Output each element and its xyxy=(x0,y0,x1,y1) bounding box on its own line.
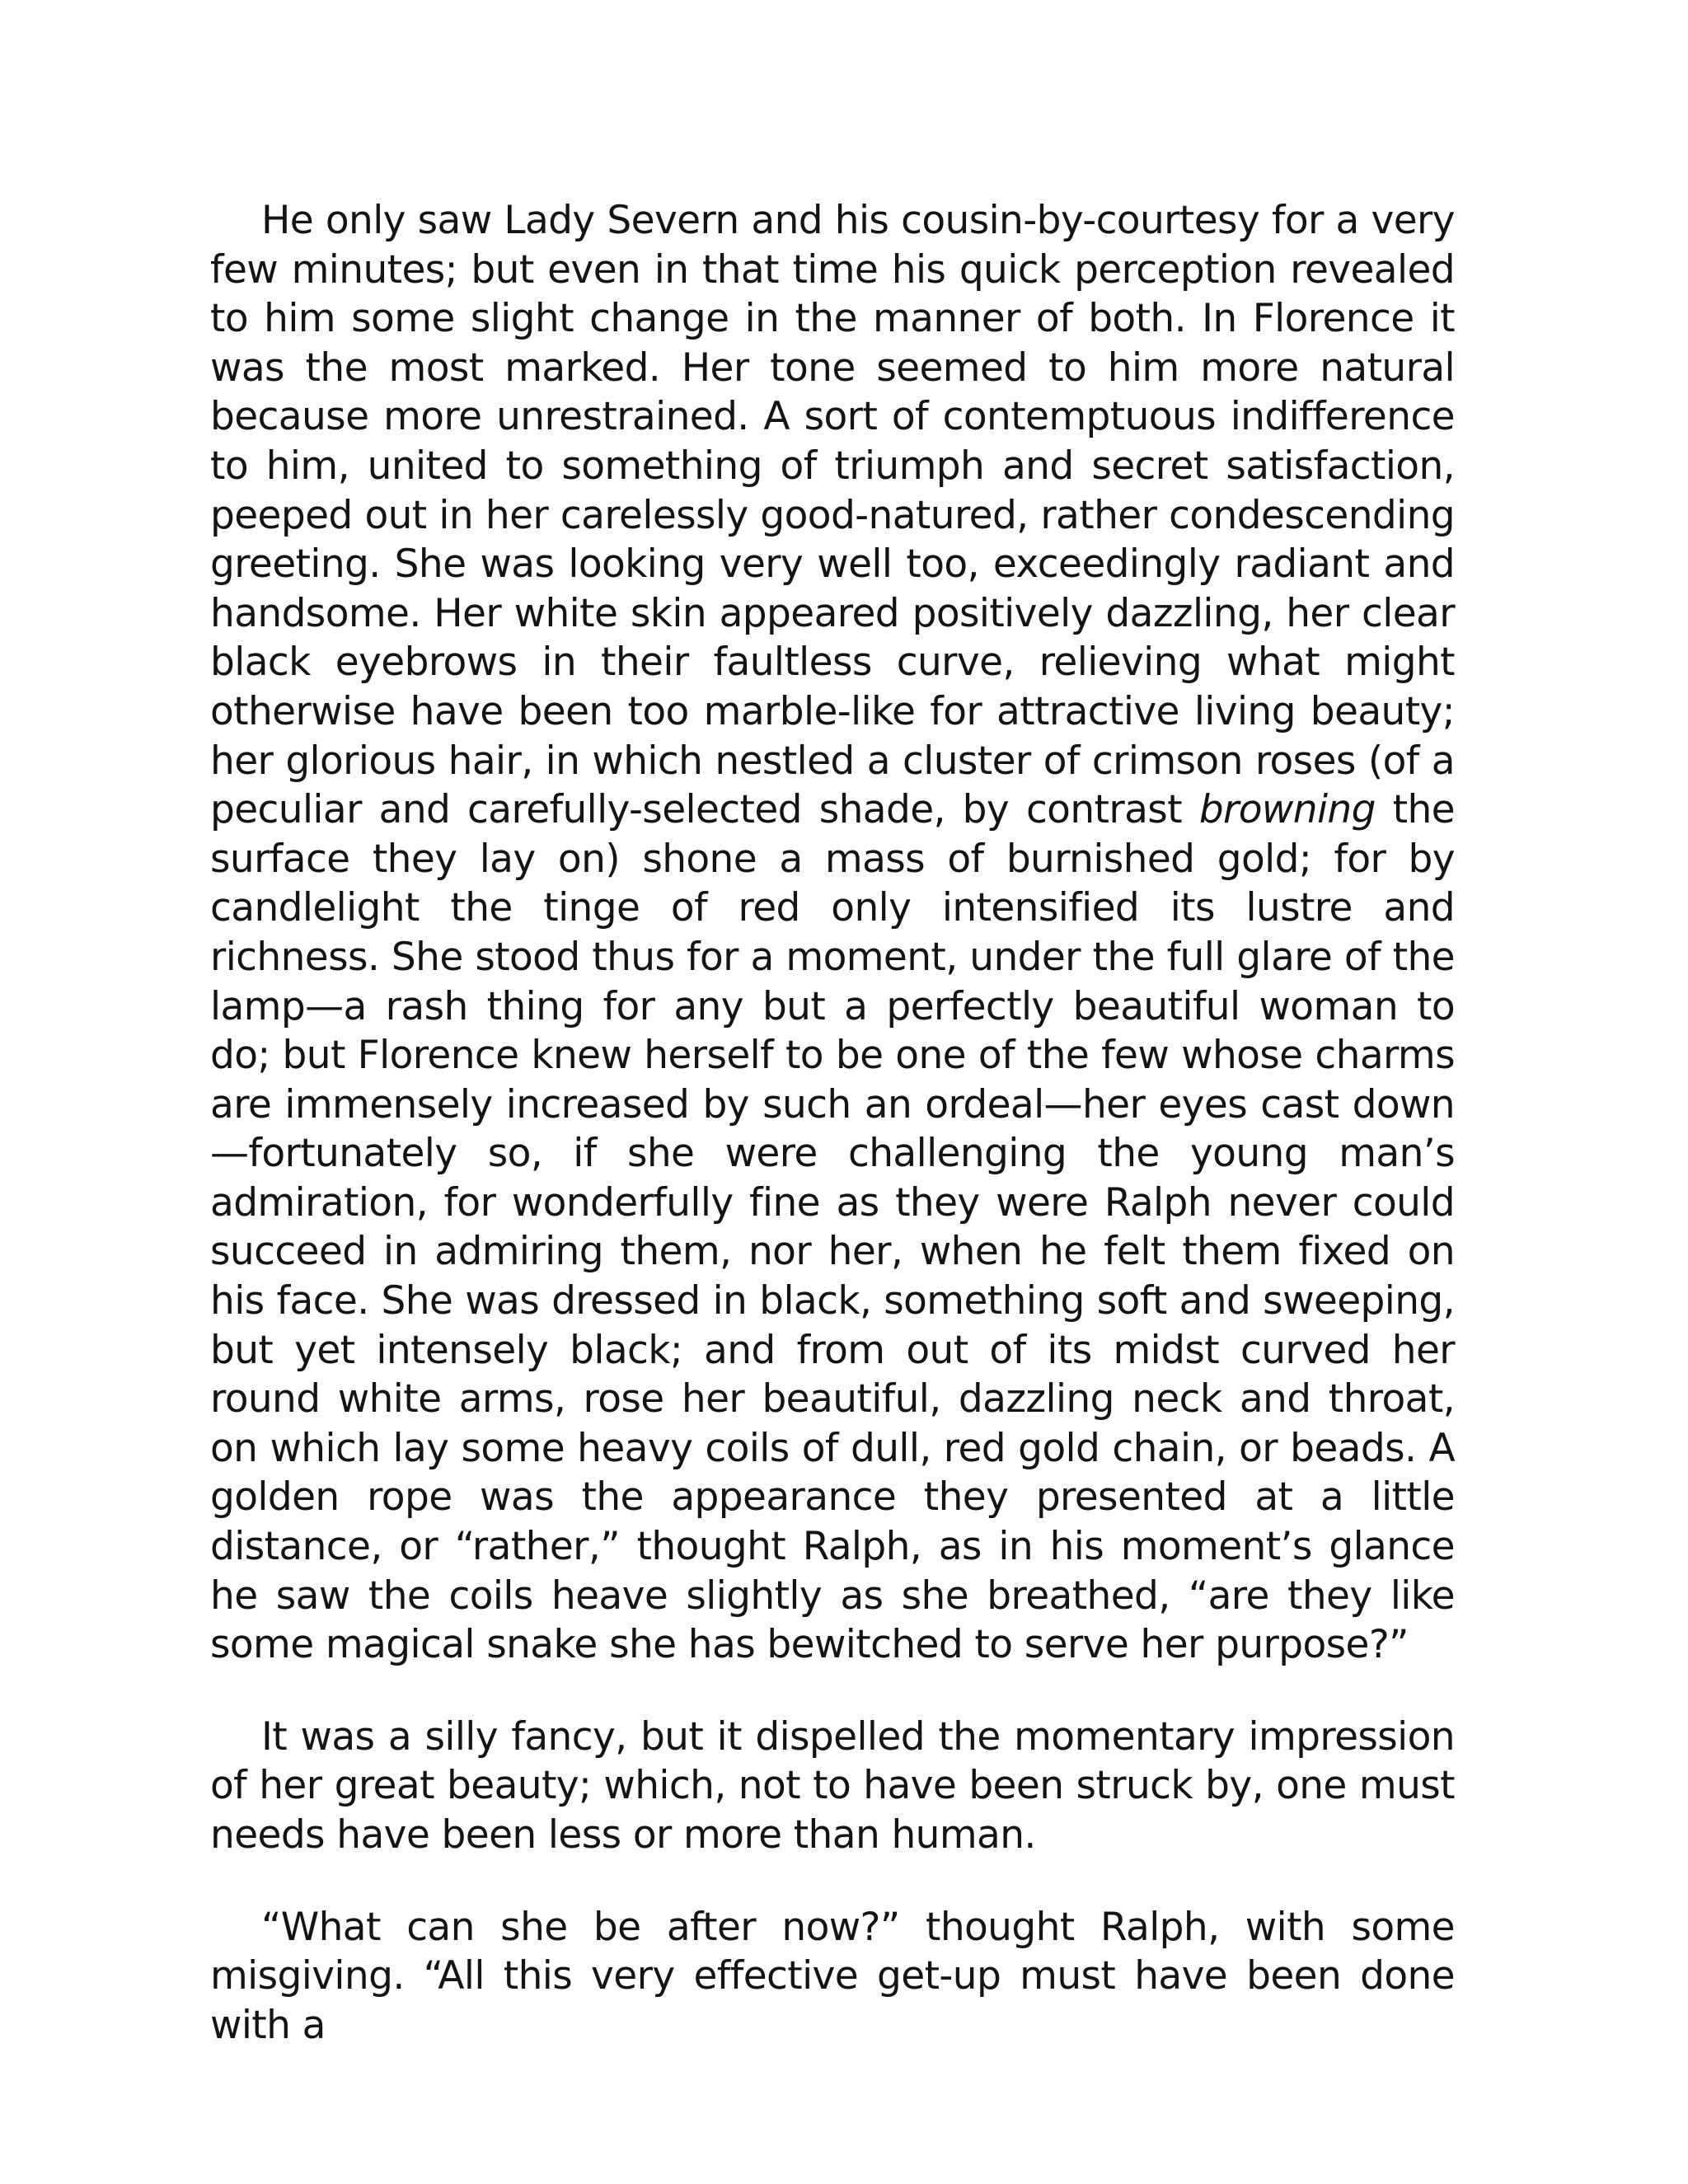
paragraph-1-text-b: the surface they lay on) shone a mass of burnished gold; for by candlelight the tinge of red only intensified its lustre and richness. She stood thus for a moment, under the full glare of the lamp—a rash thing for any but a perfectly beautiful woman to do; but Florence knew herself to be one of the few whose charms are immensely increased by such an ordeal—her eyes cast down—fortunately so, if she were challenging the young man’s admiration, for wonderfully fine as they were Ralph never could succeed in admiring them, nor her, when he felt them fixed on his face. She was dressed in black, something soft and sweeping, but yet intensely black; and from out of its midst curved her round white arms, rose her beautiful, dazzling neck and throat, on which lay some heavy coils of dull, red gold chain, or beads. A golden rope was the appearance they presented at a little distance, or “rather,” thought Ralph, as in his moment’s glance he saw the coils heave slightly as she breathed, “are they like some magical snake she has bewitched to serve her purpose?” xyxy=(210,787,1455,1668)
paragraph-3: “What can she be after now?” thought Ralph, with some misgiving. “All this very effective get-up must have been done with a xyxy=(210,1904,1455,2048)
paragraph-2: It was a silly fancy, but it dispelled the momentary impression of her great beauty; which, not to have been struck by, one must needs have been less or more than human. xyxy=(210,1713,1455,1858)
paragraph-1-text-a: He only saw Lady Severn and his cousin-by-courtesy for a very few minutes; but even in that time his quick perception revealed to him some slight change in the manner of both. In Florence it was the most marked. Her tone seemed to him more natural because more unrestrained. A sort of contemptuous indifference to him, united to something of triumph and secret satisfaction, peeped out in her carelessly good-natured, rather condescending greeting. She was looking very well too, exceedingly radiant and handsome. Her white skin appeared positively dazzling, her clear black eyebrows in their faultless curve, relieving what might otherwise have been too marble-like for attractive living beauty; her glorious hair, in which nestled a cluster of crimson roses (of a peculiar and carefully-selected shade, by contrast xyxy=(210,198,1455,833)
paragraph-1 xyxy=(210,196,1455,1670)
book-page xyxy=(210,196,1455,2050)
italic-word: browning xyxy=(1198,787,1376,833)
